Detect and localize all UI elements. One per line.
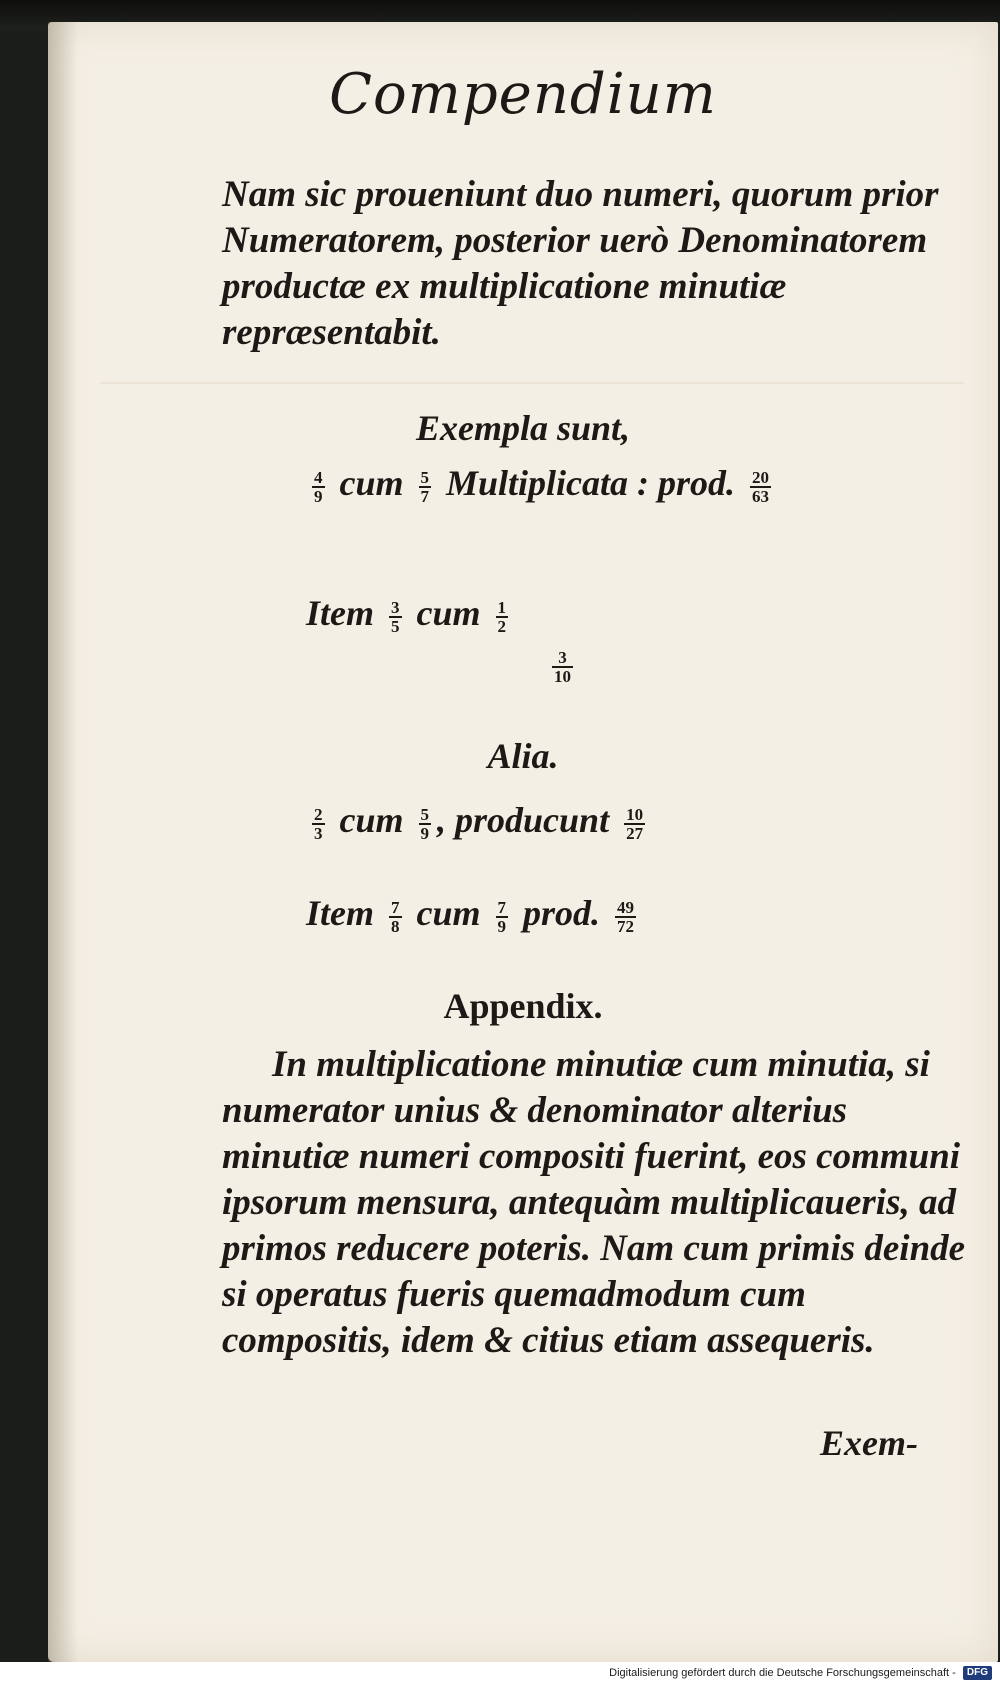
fraction: $\frac{7}{8}$ <box>391 897 400 936</box>
item-2-line <box>306 892 642 935</box>
word-producunt: , producunt <box>437 800 610 840</box>
digitization-footer <box>0 1662 1000 1685</box>
item-1-line <box>306 592 514 635</box>
example-1-line <box>306 462 777 505</box>
word-cum: cum <box>339 800 404 840</box>
fraction-result: $\frac{49}{72}$ <box>617 897 635 936</box>
word-multiplicata: Multiplicata : prod. <box>446 463 736 503</box>
word-prod: prod. <box>523 893 601 933</box>
appendix-title: Appendix. <box>443 986 603 1026</box>
fraction: $\frac{4}{9}$ <box>314 467 323 506</box>
word-item: Item <box>306 893 374 933</box>
fraction: $\frac{7}{9}$ <box>497 897 507 936</box>
alia-line <box>306 799 651 842</box>
word-cum: cum <box>416 593 481 633</box>
paragraph-intro: Nam sic proueniunt duo numeri, quorum prior Numeratorem, posterior uerò Denominatorem productæ ex multiplicatione minutiæ repræsentabit. <box>222 174 939 353</box>
catchword: Exem- <box>820 1423 918 1463</box>
fraction: $\frac{5}{9}$ <box>420 804 430 843</box>
footer-credit: Digitalisierung gefördert durch die Deutsche Forschungsgemeinschaft - <box>609 1667 956 1679</box>
word-cum: cum <box>339 463 404 503</box>
word-item: Item <box>306 593 374 633</box>
alia-title: Alia. <box>487 736 559 776</box>
fraction: $\frac{1}{2}$ <box>497 597 507 636</box>
fraction: $\frac{2}{3}$ <box>314 804 323 843</box>
fraction: $\frac{3}{5}$ <box>391 597 400 636</box>
word-cum: cum <box>416 893 481 933</box>
fraction-result: $\frac{20}{63}$ <box>752 467 770 506</box>
item-1-result <box>546 642 579 685</box>
paragraph-appendix <box>222 1042 982 1364</box>
running-header: Compendium <box>329 62 717 127</box>
fraction-result: $\frac{10}{27}$ <box>626 804 644 843</box>
examples-title: Exempla sunt, <box>415 408 631 448</box>
paragraph-appendix-text: In multiplicatione minutiæ cum minutia, si numerator unius & denominator alterius minutiæ numeri compositi fuerint, eos communi ipsorum mensura, antequàm multiplicaueris, ad primos reducere poteris. Nam cum primis deinde si operatus fueris quemadmodum cum compositis, idem & citius etiam assequeris. <box>222 1044 966 1361</box>
fraction-result: $\frac{3}{10}$ <box>554 647 571 686</box>
fraction: $\frac{5}{7}$ <box>420 467 430 506</box>
dfg-logo-icon: DFG <box>963 1666 992 1680</box>
book-page <box>48 22 998 1662</box>
